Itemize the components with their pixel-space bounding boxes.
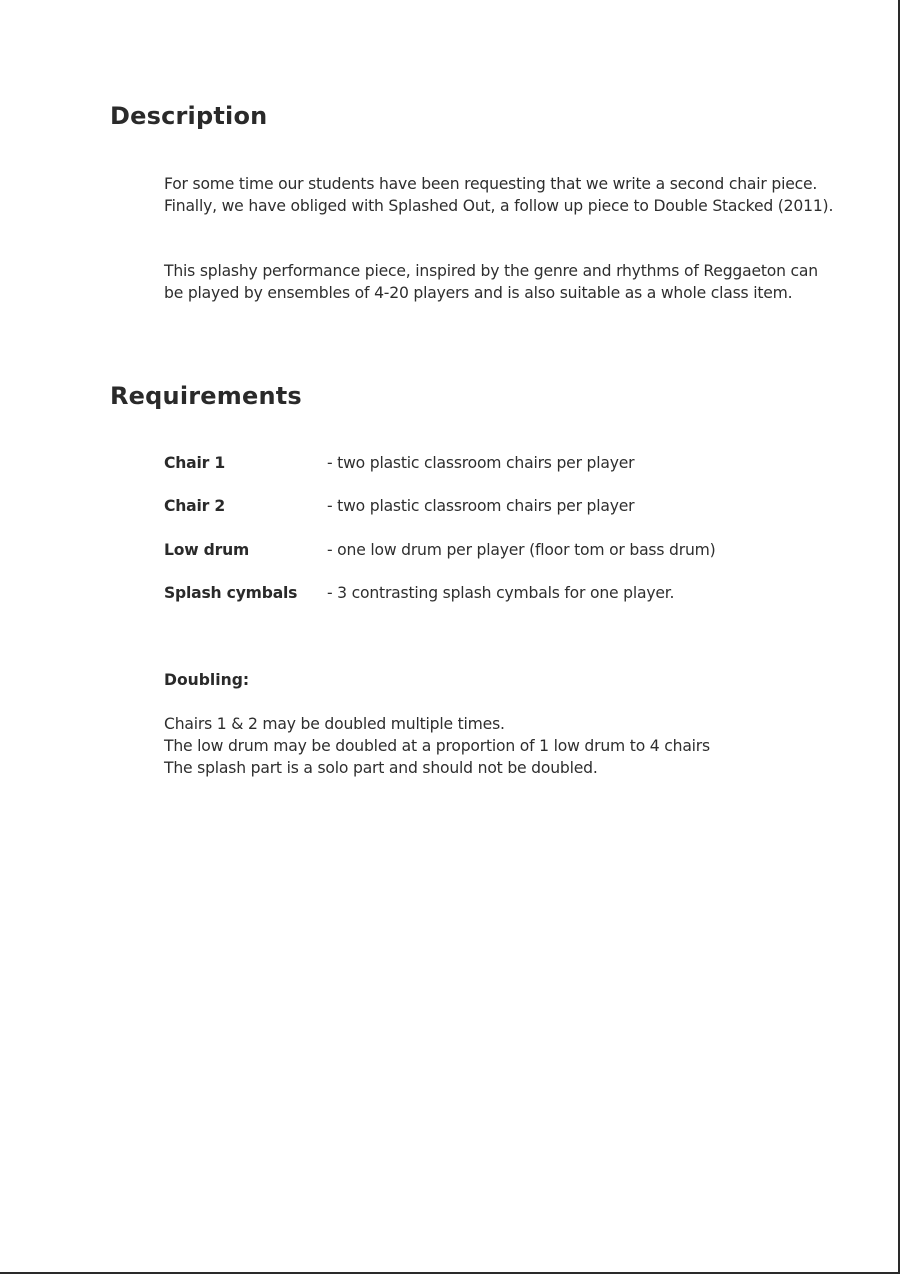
- requirements-heading: Requirements: [110, 382, 302, 410]
- requirement-row: [164, 538, 844, 562]
- requirement-row: [164, 451, 844, 475]
- requirement-description: - two plastic classroom chairs per player: [327, 497, 635, 515]
- requirement-name: Low drum: [164, 541, 250, 559]
- description-paragraph: For some time our students have been requesting that we write a second chair piece. Finally, we have obliged with Splashed Out, a follow up piece to Double Stacked (2011).: [164, 175, 834, 215]
- doubling-line: Chairs 1 & 2 may be doubled multiple times.: [164, 715, 505, 733]
- requirement-name: Chair 2: [164, 497, 225, 515]
- requirement-description: - 3 contrasting splash cymbals for one player.: [327, 584, 675, 602]
- doubling-line: The splash part is a solo part and should not be doubled.: [164, 759, 598, 777]
- doubling-heading: Doubling:: [164, 671, 250, 689]
- requirement-description: - two plastic classroom chairs per player: [327, 454, 635, 472]
- description-heading: Description: [110, 102, 268, 130]
- doubling-notes: [164, 713, 844, 779]
- doubling-line: The low drum may be doubled at a proportion of 1 low drum to 4 chairs: [164, 737, 710, 755]
- description-paragraph: This splashy performance piece, inspired by the genre and rhythms of Reggaeton can be played by ensembles of 4-20 players and is also suitable as a whole class item.: [164, 262, 818, 302]
- requirement-name: Splash cymbals: [164, 584, 298, 602]
- requirement-row: [164, 581, 844, 605]
- requirement-row: [164, 494, 844, 518]
- requirement-description: - one low drum per player (floor tom or bass drum): [327, 541, 716, 559]
- requirement-name: Chair 1: [164, 454, 225, 472]
